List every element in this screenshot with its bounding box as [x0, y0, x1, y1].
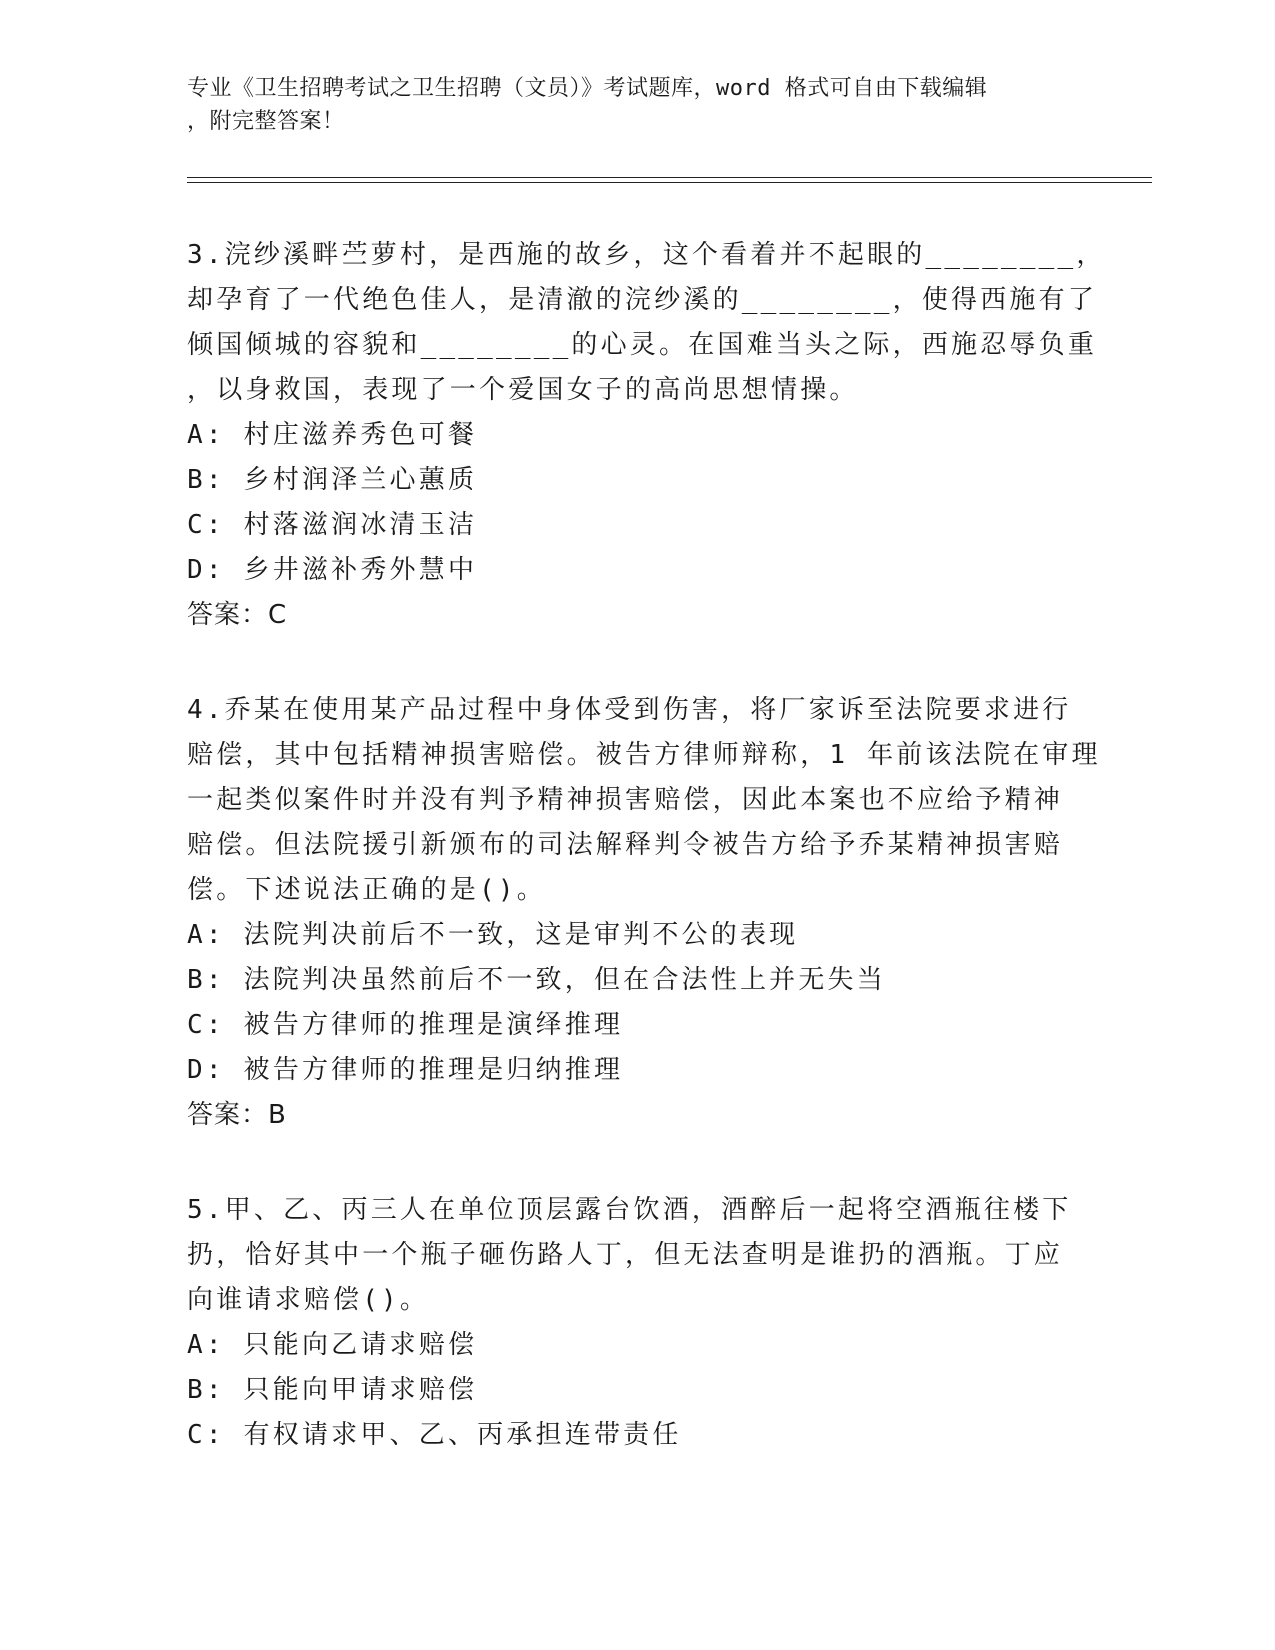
- option-a: A: 法院判决前后不一致，这是审判不公的表现: [187, 920, 799, 950]
- question-stem-line: 一起类似案件时并没有判予精神损害赔偿，因此本案也不应给予精神: [187, 785, 1064, 815]
- question-4: [187, 688, 1101, 1138]
- option-b: B: 乡村润泽兰心蕙质: [187, 465, 478, 495]
- header-line-1: 专业《卫生招聘考试之卫生招聘（文员）》考试题库，word 格式可自由下载编辑: [187, 76, 988, 101]
- option-d: D: 乡井滋补秀外慧中: [187, 555, 478, 585]
- option-a: A: 只能向乙请求赔偿: [187, 1330, 478, 1360]
- question-stem-line: 扔，恰好其中一个瓶子砸伤路人丁，但无法查明是谁扔的酒瓶。丁应: [187, 1240, 1064, 1270]
- question-stem-line: 却孕育了一代绝色佳人，是清澈的浣纱溪的________，使得西施有了: [187, 285, 1098, 315]
- question-stem-line: ，以身救国，表现了一个爱国女子的高尚思想情操。: [187, 375, 859, 405]
- question-stem-line: 倾国倾城的容貌和________的心灵。在国难当头之际，西施忍辱负重: [187, 330, 1098, 360]
- document-header: [187, 72, 1087, 138]
- answer-line: 答案：C: [187, 600, 288, 630]
- header-line-2: ，附完整答案！: [187, 109, 345, 134]
- option-d: D: 被告方律师的推理是归纳推理: [187, 1055, 624, 1085]
- question-stem-line: 5.甲、乙、丙三人在单位顶层露台饮酒，酒醉后一起将空酒瓶往楼下: [187, 1195, 1072, 1225]
- question-stem-line: 向谁请求赔偿()。: [187, 1285, 430, 1315]
- header-divider-top: [187, 177, 1152, 178]
- question-stem-line: 4.乔某在使用某产品过程中身体受到伤害，将厂家诉至法院要求进行: [187, 695, 1072, 725]
- question-stem-line: 3.浣纱溪畔苎萝村，是西施的故乡，这个看着并不起眼的________，: [187, 240, 1106, 270]
- question-stem-line: 赔偿。但法院援引新颁布的司法解释判令被告方给予乔某精神损害赔: [187, 830, 1064, 860]
- answer-line: 答案：B: [187, 1100, 287, 1130]
- option-b: B: 只能向甲请求赔偿: [187, 1375, 478, 1405]
- option-c: C: 村落滋润冰清玉洁: [187, 510, 478, 540]
- option-c: C: 被告方律师的推理是演绎推理: [187, 1010, 624, 1040]
- question-stem-line: 赔偿，其中包括精神损害赔偿。被告方律师辩称，1 年前该法院在审理: [187, 740, 1101, 770]
- header-divider-bottom: [187, 182, 1152, 183]
- question-3: [187, 233, 1106, 638]
- question-5: [187, 1188, 1087, 1458]
- option-a: A: 村庄滋养秀色可餐: [187, 420, 478, 450]
- question-stem-line: 偿。下述说法正确的是()。: [187, 875, 546, 905]
- option-b: B: 法院判决虽然前后不一致，但在合法性上并无失当: [187, 965, 886, 995]
- option-c: C: 有权请求甲、乙、丙承担连带责任: [187, 1420, 682, 1450]
